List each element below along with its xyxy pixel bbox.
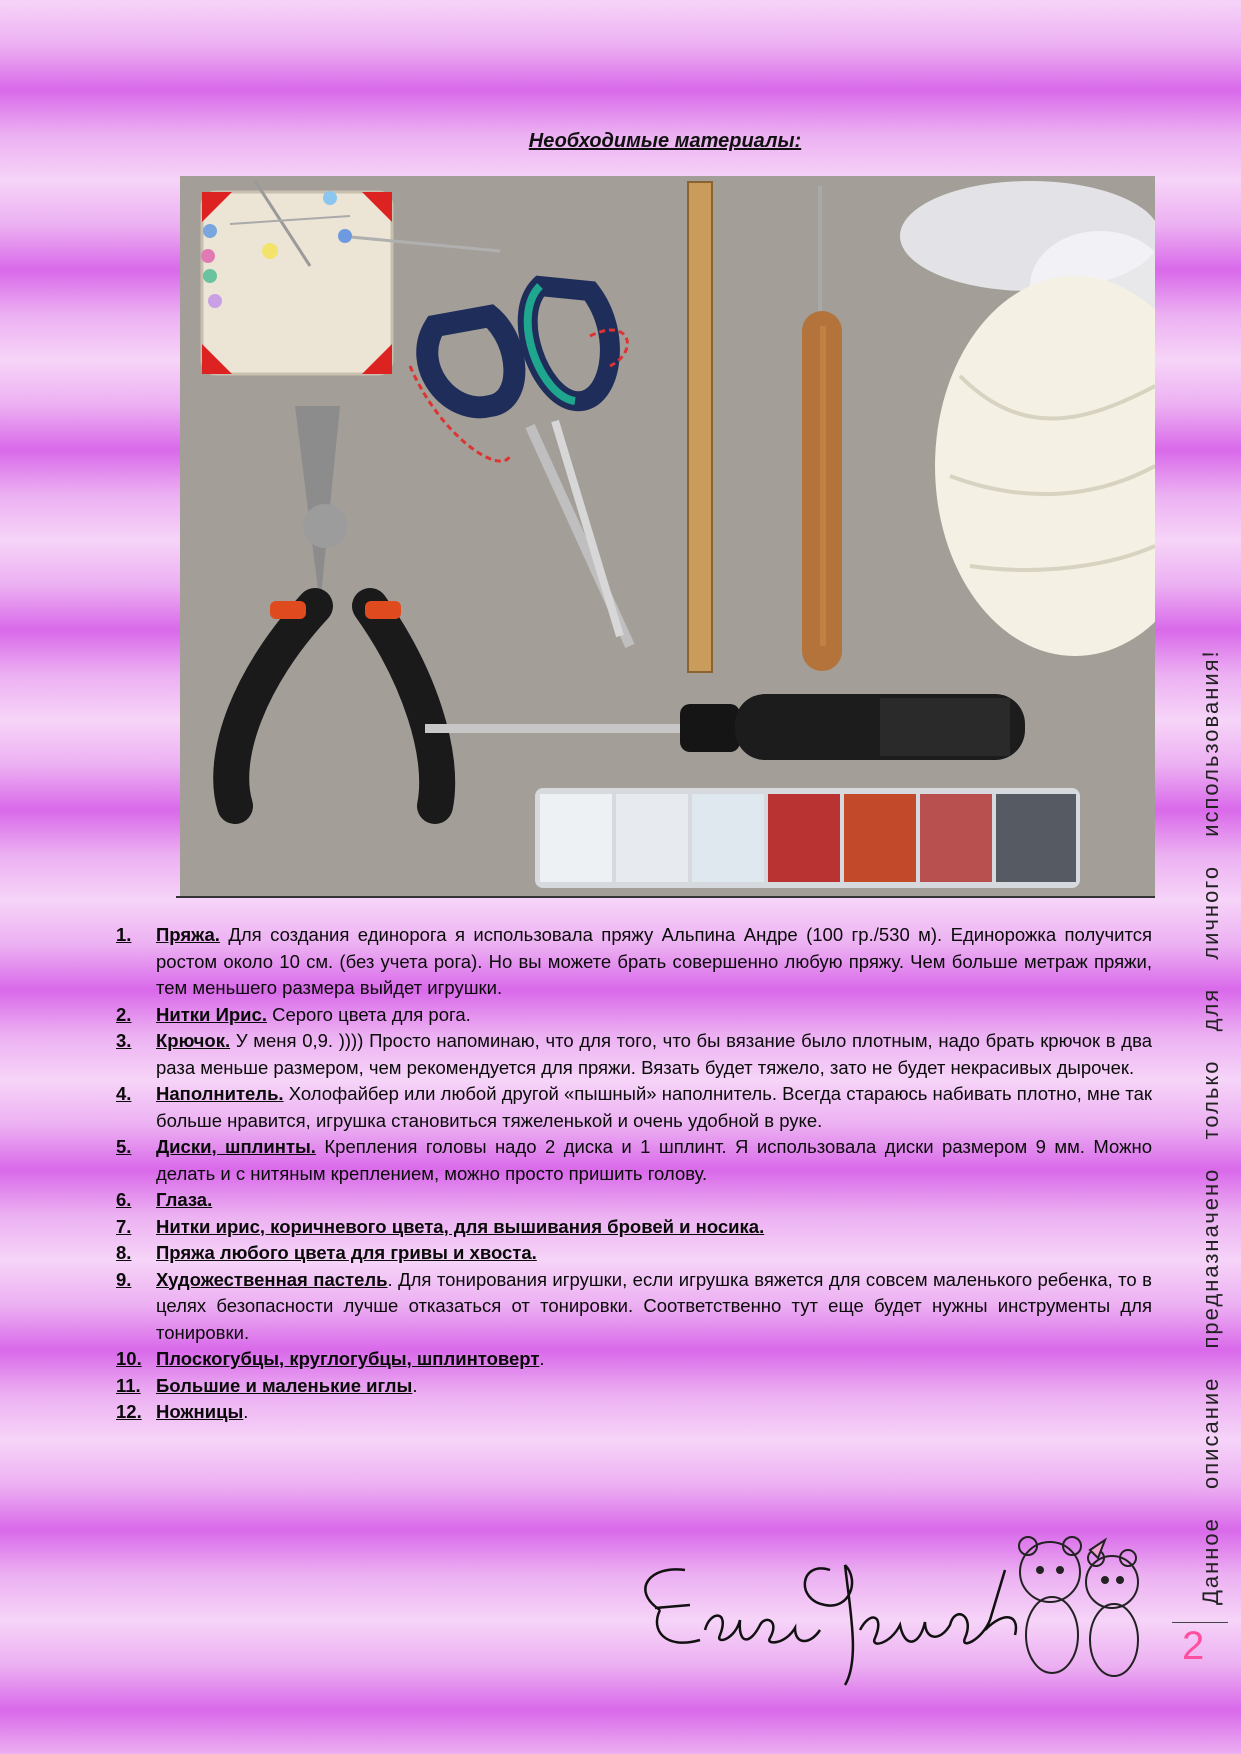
photo-underline: [176, 896, 1155, 898]
item-number: 4.: [116, 1083, 132, 1104]
page-number: 2: [1182, 1624, 1205, 1668]
item-number: 3.: [116, 1030, 132, 1051]
item-text: Серого цвета для рога.: [266, 1003, 471, 1025]
item-heading: Нитки Ирис.: [156, 1003, 267, 1025]
page-title: Необходимые материалы:: [528, 130, 802, 152]
item-heading: Крючок.: [156, 1030, 231, 1051]
author-signature-logo: [620, 1510, 1160, 1690]
item-text: .: [243, 1401, 249, 1422]
item-heading: Большие и маленькие иглы: [156, 1374, 413, 1396]
item-heading: Нитки ирис, коричневого цвета, для вышивания бровей и носика.: [156, 1215, 765, 1237]
item-number: 7.: [116, 1215, 132, 1237]
item-heading: Наполнитель.: [156, 1083, 284, 1104]
list-item: [116, 1267, 1152, 1347]
item-number: 2.: [116, 1003, 132, 1025]
list-item: [116, 1187, 1152, 1214]
storage-box-icon: [535, 788, 1080, 888]
item-heading: Пряжа.: [156, 924, 220, 945]
page-number-divider: [1172, 1622, 1228, 1623]
item-heading: Плоскогубцы, круглогубцы, шплинтоверт: [156, 1348, 540, 1369]
item-heading: Художественная пастель: [156, 1268, 388, 1290]
item-heading: Ножницы: [156, 1401, 244, 1422]
item-text: Холофайбер или любой другой «пышный» наполнитель. Всегда стараюсь набивать плотно, мне так больше нравится, игрушка становиться тяжеленькой и очень удобной в руке.: [156, 1083, 1152, 1131]
materials-photo: [180, 176, 1155, 896]
item-number: 6.: [116, 1189, 132, 1210]
item-heading: Глаза.: [156, 1189, 213, 1210]
item-text: . Для тонирования игрушки, если игрушка вяжется для совсем маленького ребенка, то в целях безопасности лучше отказаться от тонировки. Соответственно тут еще будет нужны инструменты для тонировки.: [156, 1268, 1152, 1343]
usage-notice: Данное описание предназначено только для личного использования!: [1198, 649, 1223, 1605]
stick-icon: [688, 182, 712, 672]
list-item: [116, 1134, 1152, 1187]
materials-list: [116, 922, 1152, 1426]
list-item: [116, 1081, 1152, 1134]
list-item: [116, 1028, 1152, 1081]
item-number: 5.: [116, 1136, 132, 1157]
item-text: Для создания единорога я использовала пряжу Альпина Андре (100 гр./530 м). Единорожка получится ростом около 10 см. (без учета рога). Но вы можете брать совершенно любую пряжу. Чем больше метраж пряжи, тем меньшего размера выйдет игрушки.: [156, 924, 1152, 998]
item-number: 12.: [116, 1401, 142, 1422]
list-item: [116, 1002, 1152, 1029]
list-item: [116, 1399, 1152, 1426]
item-heading: Диски, шплинты.: [156, 1136, 316, 1157]
list-item: [116, 1240, 1152, 1267]
item-number: 9.: [116, 1268, 132, 1290]
list-item: [116, 1346, 1152, 1373]
item-number: 10.: [116, 1348, 142, 1369]
item-heading: Пряжа любого цвета для гривы и хвоста.: [156, 1242, 537, 1263]
item-number: 11.: [116, 1374, 141, 1396]
item-number: 1.: [116, 924, 132, 945]
list-item: [116, 922, 1152, 1002]
item-text: .: [539, 1348, 545, 1369]
list-item: [116, 1214, 1152, 1241]
item-text: Крепления головы надо 2 диска и 1 шплинт. Я использовала диски размером 9 мм. Можно делать и с нитяным креплением, можно просто пришить голову.: [156, 1136, 1152, 1184]
item-text: У меня 0,9. )))) Просто напоминаю, что для того, что бы вязание было плотным, надо брать крючок в два раза меньше размером, чем рекомендуется для пряжи. Вязать будет тяжело, зато не будет некрасивых дырочек.: [156, 1030, 1152, 1078]
list-item: [116, 1373, 1152, 1400]
item-number: 8.: [116, 1242, 132, 1263]
item-text: .: [412, 1374, 418, 1396]
